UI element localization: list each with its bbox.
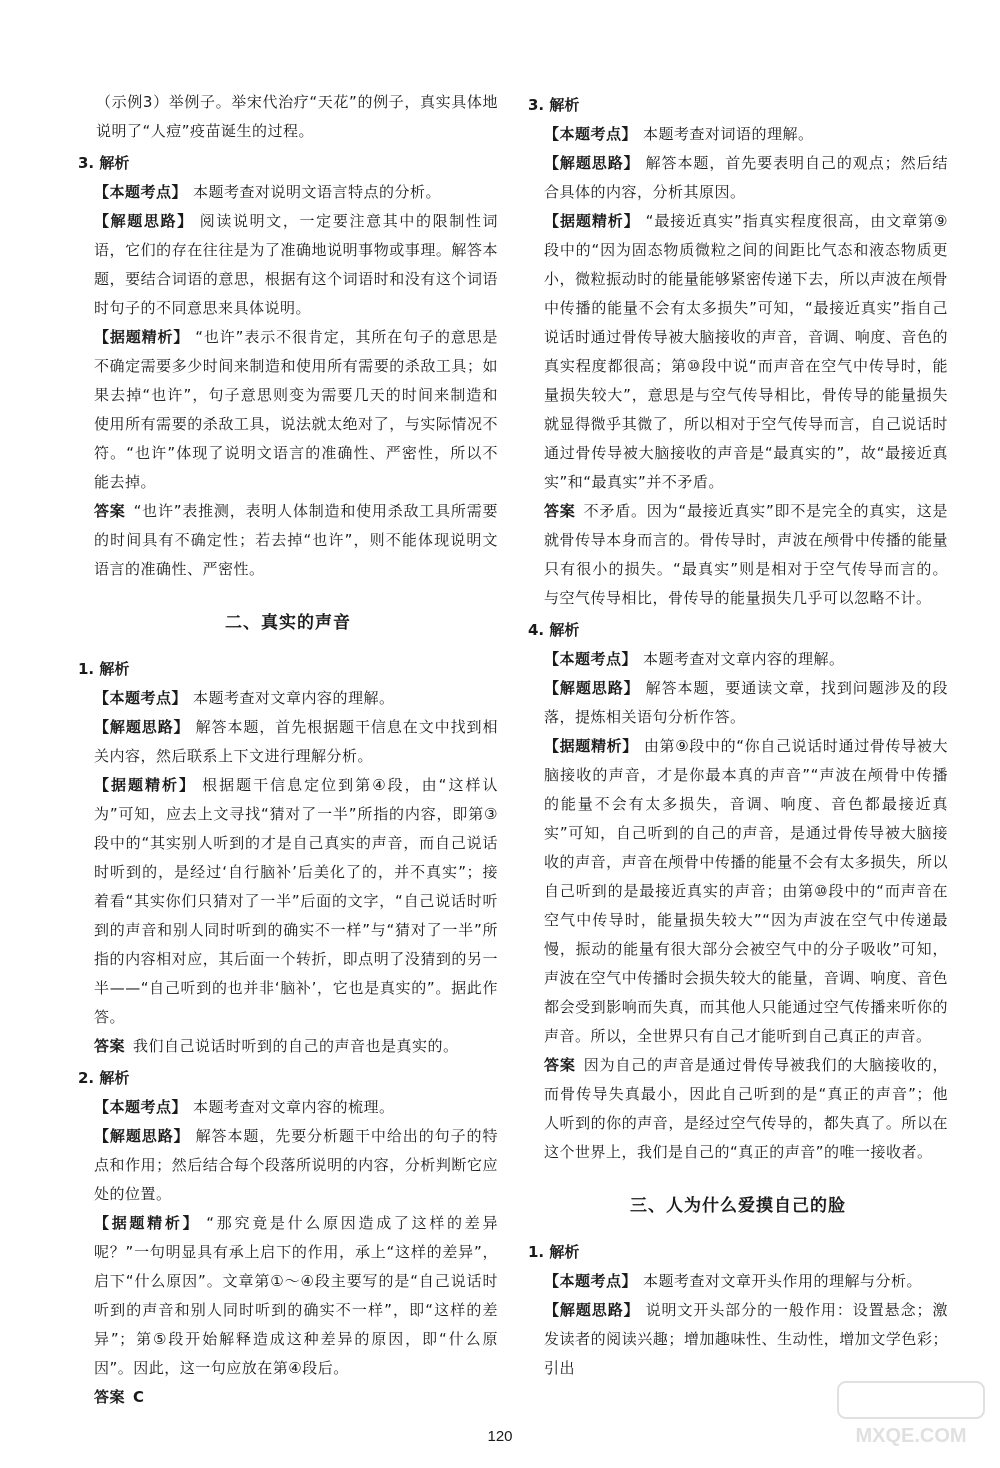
jingxi-label: 【据题精析】 — [544, 737, 638, 755]
kaodian-text: 本题考查对文章内容的理解。 — [643, 650, 845, 668]
question-heading: 2. 解析 — [78, 1069, 130, 1087]
section-title-2: 二、真实的声音 — [225, 613, 351, 633]
jingxi-label: 【据题精析】 — [544, 212, 640, 230]
jingxi-label: 【据题精析】 — [94, 1214, 201, 1232]
jingxi-text: “也许”表示不很肯定，其所在句子的意思是不确定需要多少时间来制造和使用所有需要的杀敌工具；如果去掉“也许”，句子意思则变为需要几天的时间来制造和使用所有需要的杀敌工具，说法就太绝对了，与实际情况不符。“也许”体现了说明文语言的准确性、严密性，所以不能去掉。 — [94, 328, 498, 491]
question-heading: 3. 解析 — [78, 154, 130, 172]
silu-label: 【解题思路】 — [544, 679, 640, 697]
silu-paragraph — [94, 1122, 498, 1209]
silu-text: 解答本题，首先要表明自己的观点；然后结合具体的内容，分析其原因。 — [544, 154, 948, 201]
kaodian-text: 本题考查对文章开头作用的理解与分析。 — [643, 1272, 923, 1290]
jingxi-paragraph — [94, 771, 498, 1032]
silu-label: 【解题思路】 — [94, 718, 190, 736]
right-column — [528, 88, 948, 1383]
silu-text: 解答本题，要通读文章，找到问题涉及的段落，提炼相关语句分析作答。 — [544, 679, 948, 726]
kaodian-paragraph — [544, 1267, 948, 1296]
answer-label: 答案 — [544, 502, 576, 520]
kaodian-text: 本题考查对说明文语言特点的分析。 — [193, 183, 442, 201]
question-4-right — [528, 615, 948, 1167]
question-3-left — [78, 148, 498, 584]
question-heading: 4. 解析 — [528, 621, 580, 639]
silu-paragraph — [544, 1296, 948, 1383]
answer-label: 答案 — [94, 502, 126, 520]
silu-text: 说明文开头部分的一般作用：设置悬念；激发读者的阅读兴趣；增加趣味性、生动性，增加文学色彩；引出 — [544, 1301, 948, 1377]
silu-label: 【解题思路】 — [544, 154, 640, 172]
kaodian-label: 【本题考点】 — [544, 1272, 638, 1290]
answer-text: 我们自己说话时听到的自己的声音也是真实的。 — [133, 1037, 459, 1055]
jingxi-text: 根据题干信息定位到第④段，由“这样认为”可知，应去上文寻找“猜对了一半”所指的内容，即第③段中的“其实别人听到的才是自己真实的声音，而自己说话时听到的，是经过‘自行脑补’后美化了的，并不真实”；接着看“其实你们只猜对了一半”后面的文字，“自己说话时听到的声音和别人同时听到的确实不一样”与“猜对了一半”所指的内容相对应，其后面一个转折，即点明了没猜到的另一半——“自己听到的也并非‘脑补’，它也是真实的”。据此作答。 — [94, 776, 498, 1026]
kaodian-text: 本题考查对文章内容的理解。 — [193, 689, 395, 707]
left-column — [78, 88, 498, 1412]
watermark-text: MXQE.COM — [855, 1425, 967, 1447]
silu-text: 阅读说明文，一定要注意其中的限制性词语，它们的存在往往是为了准确地说明事物或事理。解答本题，要结合词语的意思，根据有这个词语时和没有这个词语时句子的不同意思来具体说明。 — [94, 212, 498, 317]
kaodian-label: 【本题考点】 — [544, 650, 638, 668]
kaodian-label: 【本题考点】 — [544, 125, 638, 143]
kaodian-label: 【本题考点】 — [94, 183, 188, 201]
answer-paragraph — [544, 497, 948, 613]
silu-text: 解答本题，先要分析题干中给出的句子的特点和作用；然后结合每个段落所说明的内容，分析判断它应处的位置。 — [94, 1127, 498, 1203]
answer-paragraph — [94, 497, 498, 584]
silu-paragraph — [544, 674, 948, 732]
silu-label: 【解题思路】 — [544, 1301, 640, 1319]
page-number: 120 — [487, 1428, 513, 1445]
jingxi-label: 【据题精析】 — [94, 776, 197, 794]
question-heading: 1. 解析 — [78, 660, 130, 678]
kaodian-label: 【本题考点】 — [94, 1098, 188, 1116]
jingxi-paragraph — [544, 732, 948, 1051]
answer-text: C — [133, 1388, 145, 1406]
silu-paragraph — [544, 149, 948, 207]
intro-example: （示例3）举例子。举宋代治疗“天花”的例子，真实具体地说明了“人痘”疫苗诞生的过程。 — [96, 93, 498, 140]
answer-label: 答案 — [94, 1037, 126, 1055]
kaodian-paragraph — [544, 120, 948, 149]
kaodian-paragraph — [544, 645, 948, 674]
jingxi-paragraph — [544, 207, 948, 497]
section-title-3: 三、人为什么爱摸自己的脸 — [630, 1196, 846, 1216]
section2-question-2 — [78, 1063, 498, 1412]
jingxi-label: 【据题精析】 — [94, 328, 190, 346]
section3-question-1 — [528, 1237, 948, 1383]
watermark-logo — [836, 1380, 986, 1450]
section2-question-1 — [78, 654, 498, 1061]
kaodian-paragraph — [94, 178, 498, 207]
silu-label: 【解题思路】 — [94, 1127, 190, 1145]
question-heading: 1. 解析 — [528, 1243, 580, 1261]
kaodian-paragraph — [94, 1093, 498, 1122]
answer-text: “也许”表推测，表明人体制造和使用杀敌工具所需要的时间具有不确定性；若去掉“也许”，则不能体现说明文语言的准确性、严密性。 — [94, 502, 498, 578]
answer-label: 答案 — [544, 1056, 576, 1074]
silu-paragraph — [94, 713, 498, 771]
answer-label: 答案 — [94, 1388, 126, 1406]
jingxi-text: “那究竟是什么原因造成了这样的差异呢？”一句明显具有承上启下的作用，承上“这样的差异”，启下“什么原因”。文章第①～④段主要写的是“自己说话时听到的声音和别人同时听到的确实不一样”，即“这样的差异”；第⑤段开始解释造成这种差异的原因，即“什么原因”。因此，这一句应放在第④段后。 — [94, 1214, 498, 1377]
kaodian-paragraph — [94, 684, 498, 713]
jingxi-paragraph — [94, 323, 498, 497]
jingxi-text: “最接近真实”指真实程度很高，由文章第⑨段中的“因为固态物质微粒之间的间距比气态和液态物质更小，微粒振动时的能量能够紧密传递下去，所以声波在颅骨中传播的能量不会有太多损失”可知，“最接近真实”指自己说话时通过骨传导被大脑接收的声音，音调、响度、音色的真实程度都很高；第⑩段中说“而声音在空气中传导时，能量损失较大”，意思是与空气传导相比，骨传导的能量损失就显得微乎其微了，所以相对于空气传导而言，自己说话时通过骨传导被大脑接收的声音是“最真实的”，故“最接近真实”和“最真实”并不矛盾。 — [544, 212, 948, 491]
kaodian-text: 本题考查对文章内容的梳理。 — [193, 1098, 395, 1116]
silu-paragraph — [94, 207, 498, 323]
silu-text: 解答本题，首先根据题干信息在文中找到相关内容，然后联系上下文进行理解分析。 — [94, 718, 498, 765]
answer-paragraph — [94, 1383, 498, 1412]
answer-text: 不矛盾。因为“最接近真实”即不是完全的真实，这是就骨传导本身而言的。骨传导时，声波在颅骨中传播的能量只有很小的损失。“最真实”则是相对于空气传导而言的。与空气传导相比，骨传导的能量损失几乎可以忽略不计。 — [544, 502, 948, 607]
jingxi-paragraph — [94, 1209, 498, 1383]
question-3-right — [528, 90, 948, 613]
answer-paragraph — [94, 1032, 498, 1061]
answer-text: 因为自己的声音是通过骨传导被我们的大脑接收的，而骨传导失真最小，因此自己听到的是“真正的声音”；他人听到的你的声音，是经过空气传导的，都失真了。所以在这个世界上，我们是自己的“真正的声音”的唯一接收者。 — [544, 1056, 948, 1161]
question-heading: 3. 解析 — [528, 96, 580, 114]
answer-paragraph — [544, 1051, 948, 1167]
kaodian-label: 【本题考点】 — [94, 689, 188, 707]
jingxi-text: 由第⑨段中的“你自己说话时通过骨传导被大脑接收的声音，才是你最本真的声音”“声波在颅骨中传播的能量不会有太多损失，音调、响度、音色都最接近真实”可知，自己听到的自己的声音，是通过骨传导被大脑接收的声音，声音在颅骨中传播的能量不会有太多损失，所以自己听到的是最接近真实的声音；由第⑩段中的“而声音在空气中传导时，能量损失较大”“因为声波在空气中传递最慢，振动的能量有很大部分会被空气中的分子吸收”可知，声波在空气中传播时会损失较大的能量，音调、响度、音色都会受到影响而失真，而其他人只能通过空气传播来听你的声音。所以，全世界只有自己才能听到自己真正的声音。 — [544, 737, 948, 1045]
kaodian-text: 本题考查对词语的理解。 — [643, 125, 814, 143]
silu-label: 【解题思路】 — [94, 212, 194, 230]
